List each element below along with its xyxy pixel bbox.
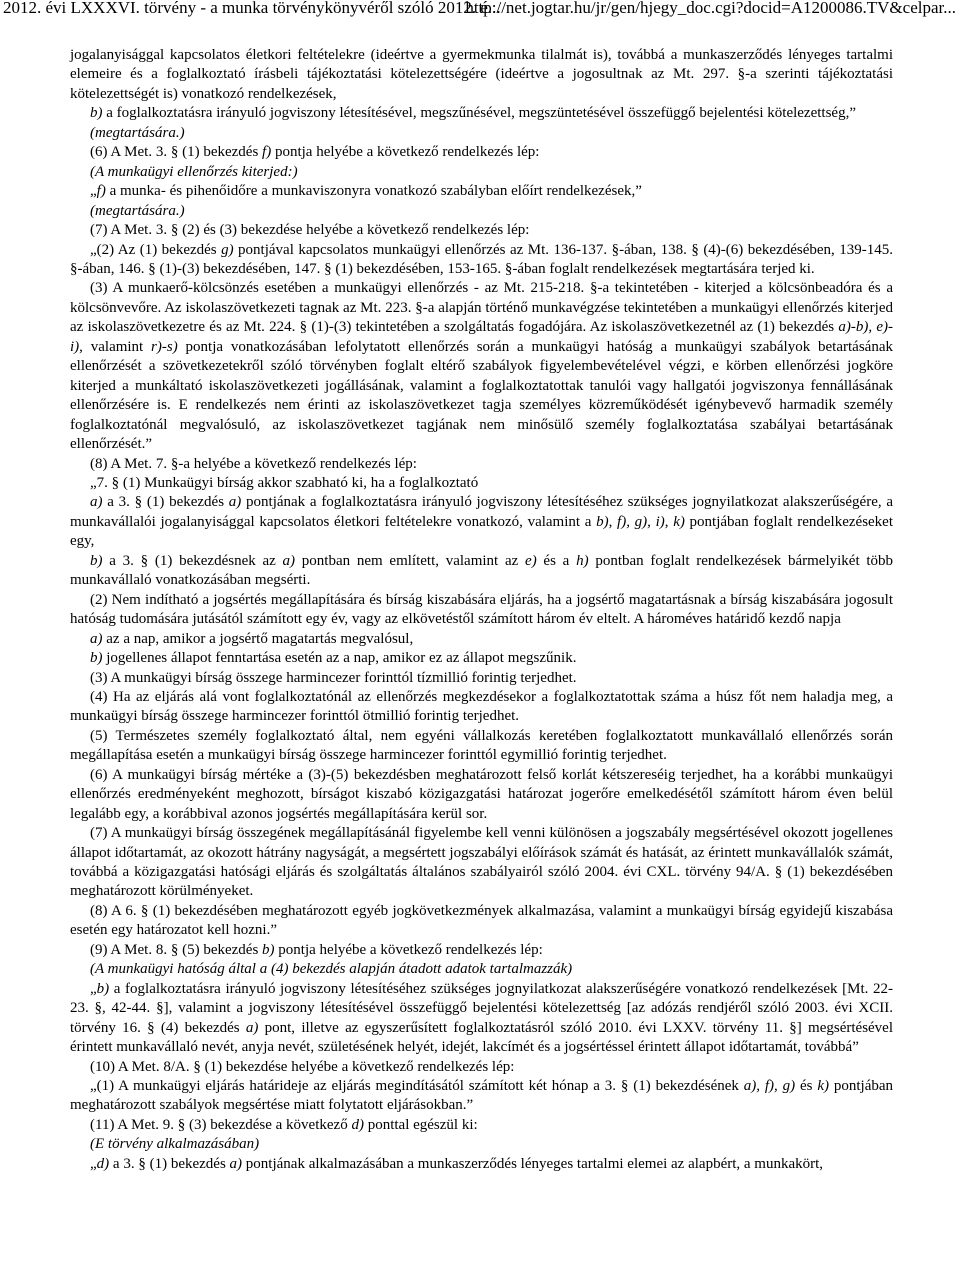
document-paragraph: b) a 3. § (1) bekezdésnek az a) pontban nem említett, valamint az e) és a h) pontban foglalt rendelkezések bármelyikét több munkavállaló vonatkozásában megsérti. bbox=[70, 552, 894, 589]
section-context-heading: (A munkaügyi hatóság által a (4) bekezdés alapján átadott adatok tartalmazzák) bbox=[90, 961, 573, 978]
document-paragraph: (3) A munkaügyi bírság összege harmincezer forinttól tízmillió forintig terjedhet. bbox=[90, 669, 577, 686]
document-paragraph: b) jogellenes állapot fenntartása esetén az a nap, amikor ez az állapot megszűnik. bbox=[90, 650, 577, 667]
section-context-heading: (megtartására.) bbox=[90, 124, 185, 141]
document-paragraph: (9) A Met. 8. § (5) bekezdés b) pontja helyébe a következő rendelkezés lép: bbox=[90, 941, 543, 958]
header-url: http://net.jogtar.hu/jr/gen/hjegy_doc.cgi?docid=A1200086.TV&celpar... bbox=[465, 0, 956, 17]
document-paragraph: „7. § (1) Munkaügyi bírság akkor szabható ki, ha a foglalkoztató bbox=[90, 474, 479, 491]
document-paragraph: „d) a 3. § (1) bekezdés a) pontjának alkalmazásában a munkaszerződés lényeges tartalmi elemei az alapbért, a munkakört, bbox=[90, 1155, 824, 1172]
document-paragraph: (3) A munkaerő-kölcsönzés esetében a munkaügyi ellenőrzés - az Mt. 215-218. §-a tekintetében - kiterjed a kölcsönbeadóra és a kölcsönvevőre. Az iskolaszövetkezeti tagnak az Mt. 223. §-a alapján történő munkavégzése tekintetében a munkaügyi ellenőrzés kiterjed az iskolaszövetkezetre és az Mt. 224. § (1)-(3) tekintetében a szolgáltatás fogadójára. Az iskolaszövetkezetnél az (1) bekezdés a)-b), e)-i), valamint r)-s) pontja vonatkozásában lefolytatott ellenőrzés során a munkaügyi hatóság a munkaügyi szabályok betartásának ellenőrzését a szövetkezetekről szóló törvényben foglalt eltérő szabályok figyelembevételével végzi, e körben ellenőrzési jogköre kiterjed a munkáltató iskolaszövetkezeti jogállásának, valamint a foglalkoztatottak tanulói vagy hallgatói jogviszonya fennállásának ellenőrzésére is. E rendelkezés nem érinti az iskolaszövetkezet tagja személyes közreműködését igénybevevő harmadik személy foglalkoztatónál megvalósuló, az iskolaszövetkezet tagjának nem minősülő személy foglalkoztatása szabályai betartásának ellenőrzését.” bbox=[70, 280, 894, 453]
document-paragraph: (6) A Met. 3. § (1) bekezdés f) pontja helyébe a következő rendelkezés lép: bbox=[90, 144, 540, 161]
document-paragraph: (7) A munkaügyi bírság összegének megállapításánál figyelembe kell venni különösen a jogszabály megsértésével okozott jogellenes állapot időtartamát, az okozott hátrány nagyságát, a megsértett jogszabályi előírások számát és hatását, az érintett munkavállalók számát, továbbá a közigazgatási hatósági eljárás és szolgáltatás általános szabályairól szóló 2004. évi CXL. törvény 94/A. § (1) bekezdésében meghatározott körülményeket. bbox=[70, 825, 893, 900]
document-paragraph: jogalanyisággal kapcsolatos életkori feltételekre (ideértve a gyermekmunka tilalmát is), továbbá a munkaszerződés lényeges tartalmi elemeire és a foglalkoztató írásbeli tájékoztatási kötelezettségére (ideértve a jogosultnak az Mt. 297. §-a szerinti tájékoztatási kötelezettségét is) vonatkozó rendelkezések, bbox=[70, 47, 893, 102]
section-context-heading: (megtartására.) bbox=[90, 202, 185, 219]
page-header bbox=[0, 0, 960, 24]
document-paragraph: „(1) A munkaügyi eljárás határideje az eljárás megindításától számított két hónap a 3. § (1) bekezdésének a), f), g) és k) pontjában meghatározott szabályok megsértése miatt folytatott eljárásokban.” bbox=[70, 1078, 894, 1114]
document-paragraph: „(2) Az (1) bekezdés g) pontjával kapcsolatos munkaügyi ellenőrzés az Mt. 136-137. §-ában, 138. § (4)-(6) bekezdésében, 139-145. §-ában, 146. § (1)-(3) bekezdésében, 147. § (1) bekezdésében, 153-165. §-ában foglalt rendelkezések megtartására terjed ki. bbox=[70, 241, 893, 277]
document-paragraph: b) a foglalkoztatásra irányuló jogviszony létesítésével, megszűnésével, megszüntetésével összefüggő bejelentési kötelezettség,” bbox=[90, 105, 856, 122]
section-context-heading: (E törvény alkalmazásában) bbox=[90, 1136, 260, 1153]
document-paragraph: (8) A Met. 7. §-a helyébe a következő rendelkezés lép: bbox=[90, 455, 417, 472]
document-paragraph: (7) A Met. 3. § (2) és (3) bekezdése helyébe a következő rendelkezés lép: bbox=[90, 222, 530, 239]
header-title: 2012. évi LXXXVI. törvény - a munka törvénykönyvéről szóló 2012. é... bbox=[3, 0, 501, 17]
document-paragraph: (10) A Met. 8/A. § (1) bekezdése helyébe a következő rendelkezés lép: bbox=[90, 1058, 515, 1075]
document-paragraph: (5) Természetes személy foglalkoztató által, nem egyéni vállalkozás keretében foglalkoztatott munkavállaló ellenőrzés során megállapítása esetén a munkaügyi bírság összege harmincezer forinttól egymillió forintig terjedhet. bbox=[70, 727, 893, 764]
document-paragraph: (8) A 6. § (1) bekezdésében meghatározott egyéb jogkövetkezmények alkalmazása, valamint a munkaügyi bírság egyidejű kiszabása esetén egy határozatot kell hozni.” bbox=[70, 902, 893, 939]
document-paragraph: „f) a munka- és pihenőidőre a munkaviszonyra vonatkozó szabályban előírt rendelkezések,” bbox=[90, 183, 642, 200]
document-body bbox=[70, 46, 893, 1174]
document-paragraph: (2) Nem indítható a jogsértés megállapítására és bírság kiszabására eljárás, ha a jogsértő magatartásnak a bírság kiszabására jogosult hatóság tudomására jutásától számított egy év, vagy az elkövetéstől számított három év eltelt. A hároméves határidő kezdő napja bbox=[70, 591, 893, 628]
document-paragraph: „b) a foglalkoztatásra irányuló jogviszony létesítéséhez szükséges jognyilatkozat alakszerűségére vonatkozó rendelkezések [Mt. 22-23. §, 42-44. §], valamint a jogviszony létesítésével összefüggő bejelentési kötelezettség [az adózás rendjéről szóló 2003. évi XCII. törvény 16. § (4) bekezdés a) pont, illetve az egyszerűsített foglalkoztatásról szóló 2010. évi LXXV. törvény 11. §] megsértésével érintett munkavállaló nevét, anyja nevét, születésének helyét, idejét, lakcímét és a jogsértéssel érintett állapot időtartamát, továbbá” bbox=[70, 980, 894, 1056]
document-paragraph: (6) A munkaügyi bírság mértéke a (3)-(5) bekezdésben meghatározott felső korlát kétszereséig terjedhet, ha a korábbi munkaügyi ellenőrzés eredményeként meghozott, bírságot kiszabó közigazgatási határozat jogerőre emelkedésétől számított három éven belül legalább egy, a korábbival azonos jogsértés megállapítására kerül sor. bbox=[70, 766, 893, 822]
document-paragraph: a) az a nap, amikor a jogsértő magatartás megvalósul, bbox=[90, 630, 414, 647]
document-paragraph: (4) Ha az eljárás alá vont foglalkoztatónál az ellenőrzés megkezdésekor a foglalkoztatottak száma a húsz főt nem haladja meg, a munkaügyi bírság összege harmincezer forinttól ötmillió forintig terjedhet. bbox=[70, 688, 893, 725]
document-paragraph: (11) A Met. 9. § (3) bekezdése a következő d) ponttal egészül ki: bbox=[90, 1116, 478, 1133]
document-paragraph: a) a 3. § (1) bekezdés a) pontjának a foglalkoztatásra irányuló jogviszony létesítéséhez szükséges jognyilatkozat alakszerűségére, a munkavállalói jogalanyisággal kapcsolatos életkori feltételekre vonatkozó, valamint a b), f), g), i), k) pontjában foglalt rendelkezéseket egy, bbox=[70, 494, 894, 550]
section-context-heading: (A munkaügyi ellenőrzés kiterjed:) bbox=[90, 163, 298, 180]
